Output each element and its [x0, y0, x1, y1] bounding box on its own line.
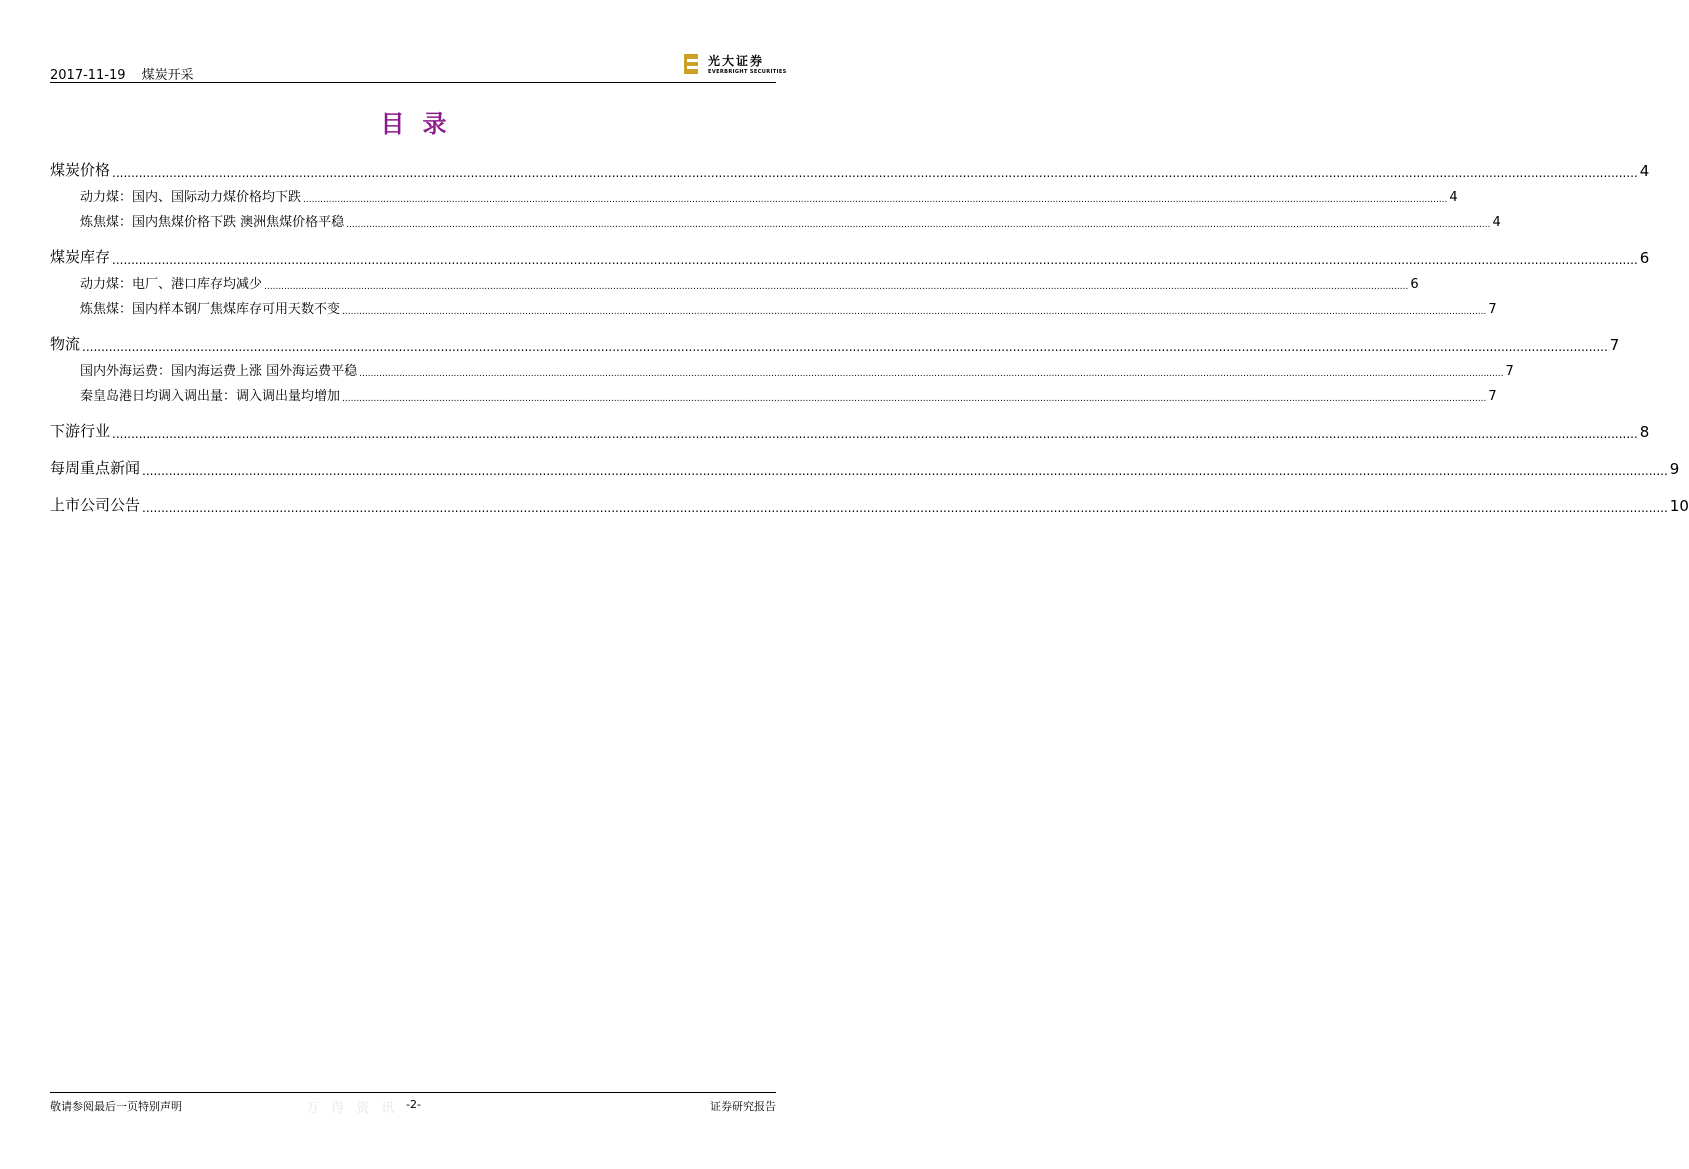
toc-entry-title: 炼焦煤：国内焦煤价格下跌 澳洲焦煤价格平稳 — [80, 215, 345, 230]
everbright-logo — [684, 52, 787, 78]
toc-entry-page: 6 — [1639, 249, 1650, 267]
page-header — [50, 52, 787, 83]
toc-leader-dots: ................................................................................................................................................................................................................................................................................................................................................................................................................ — [359, 369, 1504, 379]
toc-entry[interactable] — [80, 211, 1501, 230]
toc-leader-dots: ................................................................................................................................................................................................................................................................................................................................................................................................................ — [342, 394, 1487, 404]
page-number: -2- — [406, 1098, 421, 1111]
toc-entry-page: 10 — [1669, 497, 1689, 515]
toc-entry-page: 7 — [1488, 302, 1497, 317]
toc-entry-title: 炼焦煤：国内样本钢厂焦煤库存可用天数不变 — [80, 302, 341, 317]
toc-entry[interactable] — [50, 333, 1620, 354]
toc-leader-dots: ................................................................................................................................................................................................................................................................................................................................................................................................................ — [142, 501, 1668, 515]
toc-leader-dots: ................................................................................................................................................................................................................................................................................................................................................................................................................ — [346, 220, 1491, 230]
page-footer — [50, 1092, 776, 1117]
toc-entry-title: 煤炭价格 — [50, 161, 111, 179]
toc-entry-title: 动力煤：国内、国际动力煤价格均下跌 — [80, 190, 302, 205]
toc-entry[interactable] — [80, 385, 1497, 404]
toc-leader-dots: ................................................................................................................................................................................................................................................................................................................................................................................................................ — [142, 464, 1668, 478]
toc-entry-title: 下游行业 — [50, 422, 111, 440]
toc-entry-page: 7 — [1505, 364, 1514, 379]
toc-leader-dots: ................................................................................................................................................................................................................................................................................................................................................................................................................ — [112, 427, 1638, 441]
toc-leader-dots: ................................................................................................................................................................................................................................................................................................................................................................................................................ — [112, 166, 1638, 180]
toc-entry-page: 6 — [1410, 277, 1419, 292]
toc-entry[interactable] — [80, 360, 1514, 379]
toc-entry-title: 物流 — [50, 335, 81, 353]
header-info — [50, 64, 194, 83]
toc-entry-title: 上市公司公告 — [50, 496, 141, 514]
report-category: 煤炭开采 — [141, 68, 194, 83]
toc-entry-title: 国内外海运费：国内海运费上涨 国外海运费平稳 — [80, 364, 358, 379]
report-date: 2017-11-19 — [50, 68, 126, 83]
footer-doc-type: 证券研究报告 — [710, 1100, 776, 1113]
toc-leader-dots: ................................................................................................................................................................................................................................................................................................................................................................................................................ — [342, 307, 1487, 317]
toc-entry-title: 动力煤：电厂、港口库存均减少 — [80, 277, 263, 292]
toc-entry[interactable] — [50, 494, 1689, 515]
toc-entry[interactable] — [50, 159, 1650, 180]
toc-entry-page: 9 — [1669, 460, 1680, 478]
toc-entry[interactable] — [80, 298, 1497, 317]
toc-entry-page: 8 — [1639, 423, 1650, 441]
toc-leader-dots: ................................................................................................................................................................................................................................................................................................................................................................................................................ — [112, 253, 1638, 267]
toc-entry-page: 4 — [1492, 215, 1501, 230]
toc-entry-page: 7 — [1488, 389, 1497, 404]
toc-entry[interactable] — [50, 420, 1650, 441]
toc-entry-page: 7 — [1609, 336, 1620, 354]
toc-entry[interactable] — [50, 246, 1650, 267]
logo-text-en: EVERBRIGHT SECURITIES — [708, 69, 787, 75]
toc-entry-page: 4 — [1449, 190, 1458, 205]
logo-text-cn: 光大证券 — [708, 54, 765, 68]
toc-entry[interactable] — [50, 457, 1680, 478]
toc-entry[interactable] — [80, 273, 1419, 292]
footer-watermark: 万 得 资 讯 — [306, 1101, 399, 1116]
toc-entry-title: 秦皇岛港日均调入调出量：调入调出量均增加 — [80, 389, 341, 404]
toc-entry-title: 每周重点新闻 — [50, 459, 141, 477]
toc-leader-dots: ................................................................................................................................................................................................................................................................................................................................................................................................................ — [264, 282, 1409, 292]
toc-entry-title: 煤炭库存 — [50, 248, 111, 266]
footer-disclaimer: 敬请参阅最后一页特别声明 — [50, 1100, 182, 1113]
toc-entry[interactable] — [80, 186, 1458, 205]
toc-leader-dots: ................................................................................................................................................................................................................................................................................................................................................................................................................ — [82, 340, 1608, 354]
toc-leader-dots: ................................................................................................................................................................................................................................................................................................................................................................................................................ — [303, 195, 1448, 205]
toc-title: 目录 — [380, 109, 465, 138]
toc-entry-page: 4 — [1639, 162, 1650, 180]
logo-mark-icon — [684, 54, 700, 74]
